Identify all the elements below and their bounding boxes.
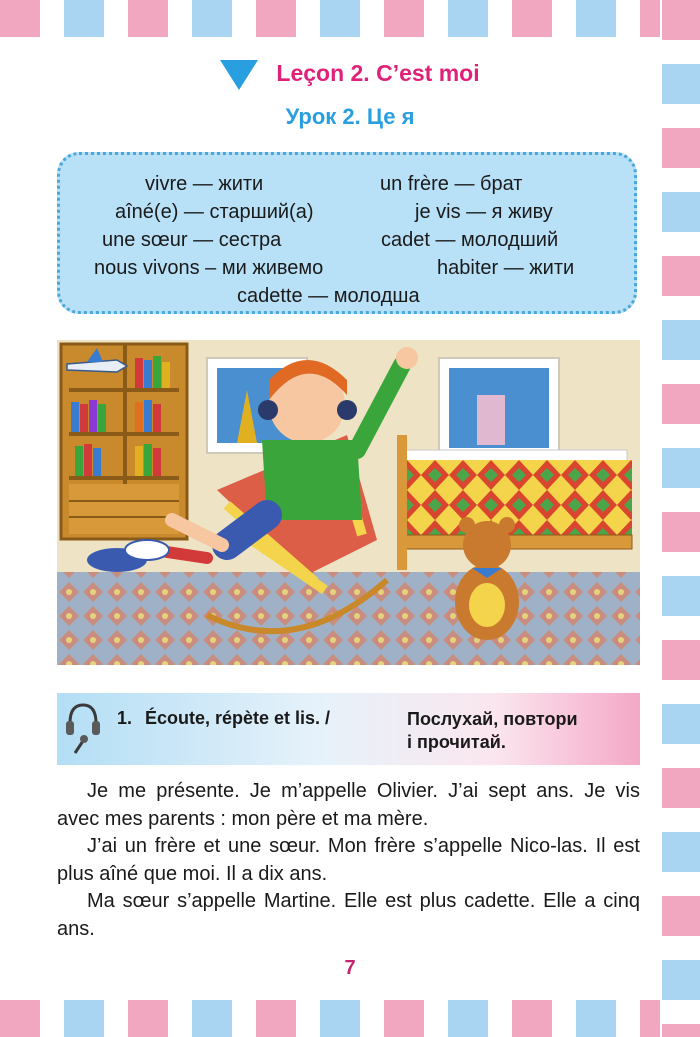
boy-room-illustration-svg (57, 340, 640, 665)
vocab-item: je vis — я живу (415, 201, 553, 223)
vocabulary-box (57, 152, 637, 314)
vocab-item: un frère — брат (380, 173, 523, 195)
top-stripe-border (0, 0, 660, 37)
lesson-title-fr (0, 60, 700, 90)
exercise-instruction-uk (407, 708, 632, 754)
exercise-instruction-uk-line1: Послухай, повтори (407, 709, 578, 729)
right-stripe-border (662, 0, 700, 1037)
boy-room-illustration (57, 340, 640, 665)
triangle-marker-icon (220, 60, 258, 90)
paragraph: J’ai un frère et une sœur. Mon frère s’appelle Nico-las. Il est plus aîné que moi. Il a dix ans. (57, 835, 640, 885)
vocab-item: cadet — молодший (381, 229, 559, 251)
bottom-stripe-border (0, 1000, 660, 1037)
vocab-item: vivre — жити (145, 173, 264, 195)
exercise-number: 1. (117, 708, 133, 728)
exercise-instruction-fr: Écoute, répète et lis. / (145, 708, 331, 728)
paragraph: Je me présente. Je m’appelle Olivier. J’ai sept ans. Je vis avec mes parents : mon père et ma mère. (57, 780, 640, 830)
vocab-item: aîné(e) — старший(а) (115, 201, 314, 223)
reading-text (57, 778, 640, 943)
vocab-item: une sœur — сестра (102, 229, 282, 251)
exercise-instruction-uk-line2: і прочитай. (407, 732, 506, 752)
vocab-item: nous vivons – ми живемо (94, 257, 324, 279)
exercise-header (57, 693, 640, 765)
headphones-microphone-icon (65, 701, 101, 755)
vocab-item: habiter — жити (437, 257, 575, 279)
vocab-item: cadette — молодша (237, 285, 420, 307)
lesson-title-uk: Урок 2. Це я (285, 104, 415, 129)
lesson-title-fr-text: Leçon 2. C’est moi (276, 60, 480, 87)
paragraph: Ma sœur s’appelle Martine. Elle est plus cadette. Elle a cinq ans. (57, 890, 640, 940)
page-number: 7 (344, 957, 356, 979)
